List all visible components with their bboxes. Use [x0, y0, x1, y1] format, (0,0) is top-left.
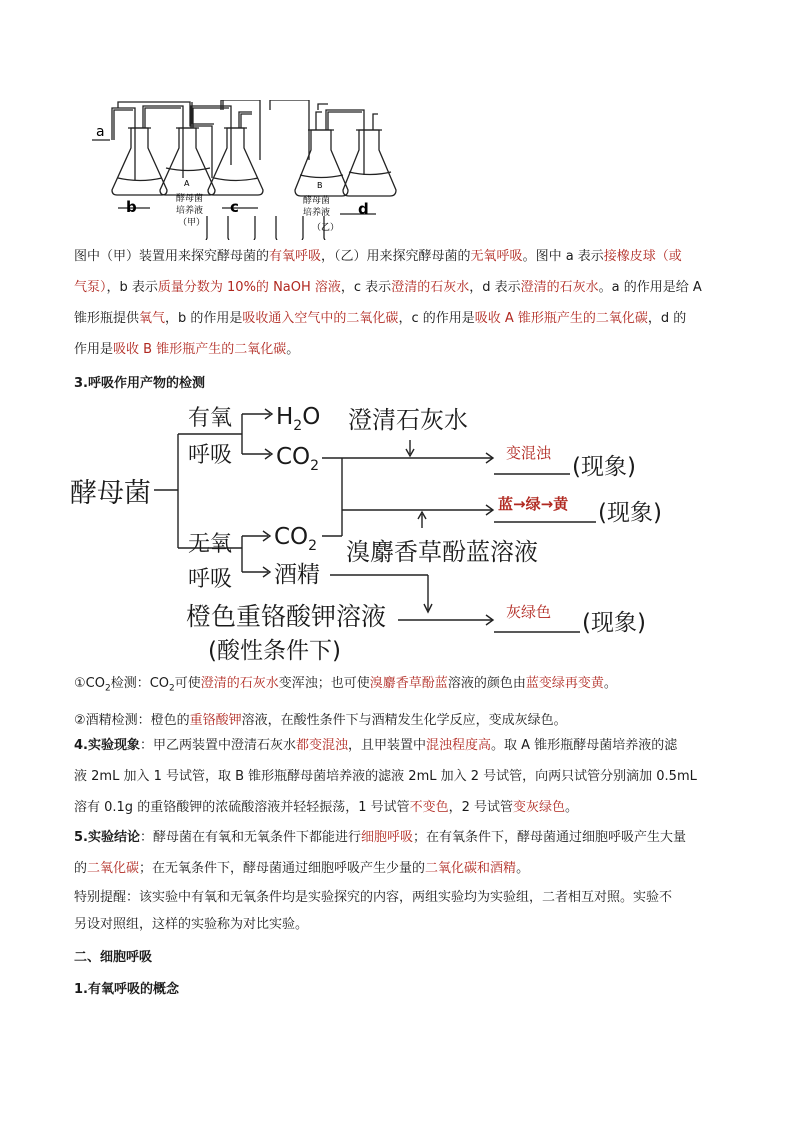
aerobic-label-1: 有氧 — [188, 406, 233, 431]
answer: 有氧呼吸 — [269, 249, 322, 264]
text: ，c 的作用是 — [398, 311, 475, 326]
aerobic-label-2: 呼吸 — [188, 443, 233, 468]
result-btb: 蓝→绿→黄 — [498, 495, 569, 513]
phenomenon-2: (现象) — [598, 500, 662, 526]
paragraph-conclusion: 5.实验结论：酵母菌在有氧和无氧条件下都能进行细胞呼吸；在有氧条件下，酵母菌通过细胞呼吸产生大量 的二氧化碳；在无氧条件下，酵母菌通过细胞呼吸产生少量的二氧化碳和酒精。 特别提醒：该实验中有氧和无氧条件均是实验探究的内容，两组实验均为实验组，二者相互对照。实验不 另设对照组，这样的实验称为对比实验。 — [74, 830, 687, 932]
btb-label: 溴麝香草酚蓝溶液 — [346, 538, 538, 566]
aerobic-concept-title: 1.有氧呼吸的概念 — [74, 982, 179, 997]
text: ，b 的作用是 — [165, 311, 243, 326]
limewater-label: 澄清石灰水 — [348, 406, 468, 434]
anaerobic-label-2: 呼吸 — [188, 567, 233, 592]
answer: 质量分数为 10%的 NaOH 溶液 — [157, 280, 341, 295]
text: 作用是 — [74, 342, 114, 357]
co2-anaerobic-label: $CO_2$ — [274, 524, 318, 554]
answer: 吸收通入空气中的二氧化碳 — [242, 311, 399, 326]
yi-solution-2: 培养液 — [303, 208, 331, 218]
h2o-label: $H_2O$ — [276, 404, 321, 434]
text: ，（乙）用来探究酵母菌的 — [321, 249, 471, 264]
answer: 澄清的石灰水 — [391, 280, 470, 295]
answer: 氧气 — [139, 311, 166, 326]
section-3-title: 3.呼吸作用产物的检测 — [74, 376, 205, 391]
phenomenon-3: (现象) — [582, 610, 646, 636]
yi-solution-1: 酵母菌 — [303, 196, 331, 206]
result-dichromate: 灰绿色 — [506, 603, 552, 621]
text: ，c 表示 — [340, 280, 392, 295]
label-d: d — [358, 200, 369, 218]
text: ，d 表示 — [469, 280, 521, 295]
answer: 气泵） — [74, 280, 107, 295]
co2-aerobic-label: $CO_2$ — [276, 444, 320, 474]
text: 。图中 a 表示 — [522, 249, 604, 264]
note-co2: $①CO_2$检测：$CO_2$可使澄清的石灰水变浑浊；也可使溴麝香草酚蓝溶液的颜色由蓝变绿再变黄。 — [74, 676, 617, 694]
answer: 接橡皮球（或 — [603, 249, 682, 264]
flask-A-label: A — [184, 179, 190, 188]
paragraph-apparatus — [74, 241, 724, 365]
respiration-flow-diagram — [60, 392, 700, 672]
section-two-title: 二、细胞呼吸 — [74, 950, 153, 965]
yeast-label: 酵母菌 — [70, 478, 151, 509]
jia-solution-1: 酵母菌 — [176, 194, 204, 204]
label-c: c — [230, 198, 239, 216]
acidic-condition-label: (酸性条件下) — [208, 638, 341, 664]
dichromate-label: 橙色重铬酸钾溶液 — [186, 602, 387, 631]
paragraph-phenomenon: 4.实验现象：甲乙两装置中澄清石灰水都变混浊，且甲装置中混浊程度高。取 A 锥形瓶酵母菌培养液的滤 液 2mL 加入 1 号试管，取 B 锥形瓶酵母菌培养液的滤液 2mL 加入 2 号试管，向两只试管分别滴加 0.5mL 溶有 0.1g 的重铬酸钾的浓硫酸溶液并轻轻振荡，1 号试管不变色，2 号试管变灰绿色。 — [74, 738, 697, 815]
label-a: a — [96, 124, 105, 140]
text: 。 — [286, 342, 300, 357]
apparatus-drawing — [0, 0, 794, 240]
anaerobic-label-1: 无氧 — [188, 532, 233, 557]
flask-B-label: B — [317, 181, 323, 190]
note-alcohol: ②酒精检测：橙色的重铬酸钾溶液，在酸性条件下与酒精发生化学反应，变成灰绿色。 — [74, 712, 567, 728]
alcohol-label: 酒精 — [274, 562, 320, 588]
caption-jia: （甲） — [178, 218, 206, 228]
phenomenon-1: (现象) — [572, 454, 636, 480]
text: 。a 的作用是给 A — [598, 280, 702, 295]
detection-notes — [74, 668, 724, 736]
caption-yi: （乙） — [312, 223, 340, 233]
text: 锥形瓶提供 — [74, 311, 140, 326]
jia-solution-2: 培养液 — [176, 206, 204, 216]
text: ，d 的 — [647, 311, 687, 326]
answer: 无氧呼吸 — [470, 249, 523, 264]
answer: 澄清的石灰水 — [520, 280, 599, 295]
answer: 吸收 A 锥形瓶产生的二氧化碳 — [474, 311, 648, 326]
label-b: b — [126, 198, 137, 216]
result-limewater: 变混浊 — [506, 444, 552, 462]
text: 图中（甲）装置用来探究酵母菌的 — [74, 249, 270, 264]
answer: 吸收 B 锥形瓶产生的二氧化碳 — [113, 342, 287, 357]
text: ，b 表示 — [106, 280, 158, 295]
